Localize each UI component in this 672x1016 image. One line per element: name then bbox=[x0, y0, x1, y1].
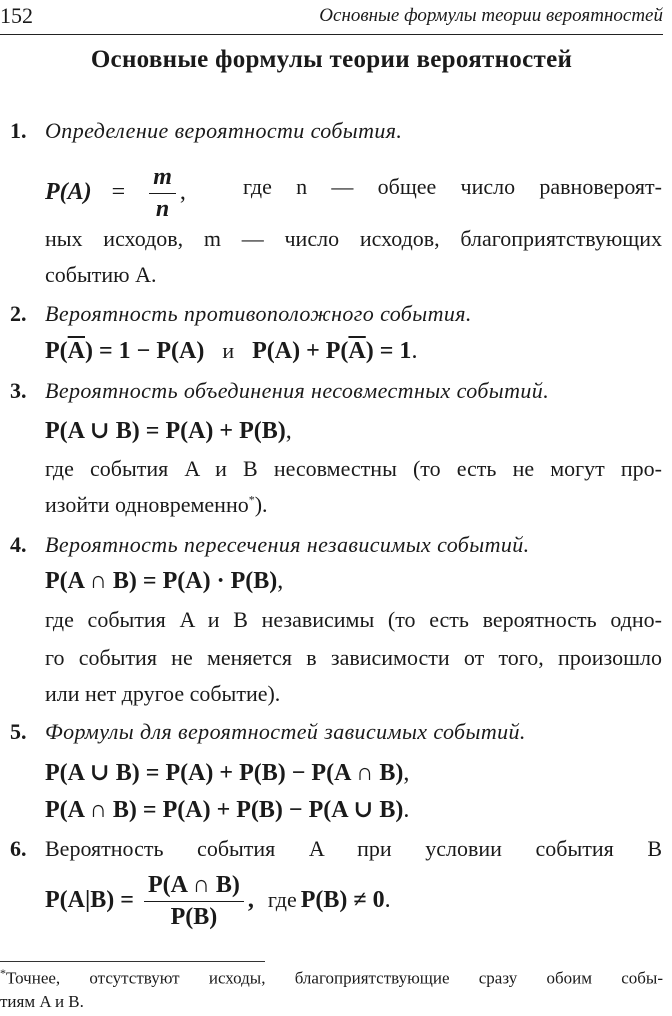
item-6-end: . bbox=[384, 887, 391, 914]
item-3-number: 3. bbox=[10, 378, 27, 403]
item-1-equals: = bbox=[111, 179, 126, 206]
running-title: Основные формулы теории вероятностей bbox=[319, 5, 663, 26]
item-2-formula bbox=[45, 338, 417, 365]
item-6-frac-den: P(B) bbox=[170, 904, 218, 930]
item-5-formula-1-main: P(A ∪ B) = P(A) + P(B) − P(A ∩ B) bbox=[45, 760, 404, 786]
header-rule bbox=[0, 34, 663, 35]
item-2-f2-pre: P(A) + P( bbox=[252, 338, 349, 364]
item-5-title: Формулы для вероятностей зависимых событий. bbox=[45, 719, 526, 744]
item-6-formula bbox=[45, 872, 391, 931]
item-2-title: Вероятность противоположного события. bbox=[45, 301, 472, 326]
item-1-desc-line2: ных исходов, m — число исходов, благоприятствующих bbox=[45, 226, 662, 251]
item-3-formula-main: P(A ∪ B) = P(A) + P(B) bbox=[45, 418, 286, 444]
item-1-frac-den: n bbox=[155, 196, 170, 222]
item-2-f2-bar: $\overline{A}$ bbox=[348, 338, 366, 364]
item-5-formula-1 bbox=[45, 757, 409, 787]
item-4-formula-end: , bbox=[277, 568, 284, 594]
item-2-conj: и bbox=[222, 338, 235, 363]
item-1-frac-num: m bbox=[149, 164, 176, 194]
item-2-end: . bbox=[411, 338, 418, 364]
item-3-title: Вероятность объединения несовместных событий. bbox=[45, 378, 550, 403]
item-6-frac-num: P(A ∩ B) bbox=[144, 872, 244, 902]
item-5-formula-2-end: . bbox=[403, 797, 410, 823]
item-6-comma: , bbox=[247, 887, 254, 914]
item-3-formula-end: , bbox=[285, 418, 292, 444]
item-4-formula-main: P(A ∩ B) = P(A) · P(B) bbox=[45, 568, 278, 594]
item-6-number: 6. bbox=[10, 836, 27, 861]
item-3-formula bbox=[45, 415, 292, 445]
item-6-formula-lhs: P(A|B) = bbox=[45, 887, 134, 914]
item-3-desc-line2-text: изойти одновременно bbox=[45, 492, 249, 517]
item-4-desc-line2: го события не меняется в зависимости от того, произошло bbox=[45, 645, 662, 670]
item-4-desc-line1: где события A и B независимы (то есть вероятность одно- bbox=[45, 607, 662, 632]
item-6-cond-pre: где bbox=[267, 887, 297, 913]
item-5-formula-2 bbox=[45, 794, 409, 824]
page-number: 152 bbox=[0, 3, 33, 28]
item-5-formula-1-end: , bbox=[403, 760, 410, 786]
item-6-cond: P(B) ≠ 0 bbox=[300, 887, 385, 914]
item-4-number: 4. bbox=[10, 532, 27, 557]
item-3-desc-line2-end: ). bbox=[254, 492, 268, 517]
item-1-title: Определение вероятности события. bbox=[45, 118, 403, 143]
item-2-f1-bar: $\overline{A}$ bbox=[67, 338, 85, 364]
item-2-number: 2. bbox=[10, 301, 27, 326]
item-3-desc-line1: где события A и B несовместны (то есть не могут про- bbox=[45, 456, 662, 481]
footnote-line2: тиям A и B. bbox=[0, 992, 84, 1011]
item-4-formula bbox=[45, 568, 283, 595]
item-6-intro: Вероятность события A при условии события B bbox=[45, 836, 662, 861]
item-1-number: 1. bbox=[10, 118, 27, 143]
footnote-rule bbox=[0, 961, 265, 962]
page-title: Основные формулы теории вероятностей bbox=[90, 46, 573, 73]
item-5-number: 5. bbox=[10, 719, 27, 744]
item-1-desc-line1: где n — общее число равновероят- bbox=[243, 174, 662, 199]
footnote-marker: * bbox=[0, 966, 6, 980]
item-2-f1-post: ) = 1 − P(A) bbox=[85, 338, 205, 364]
footnote-line1 bbox=[0, 966, 663, 989]
item-1-desc-line3: событию A. bbox=[45, 262, 157, 287]
item-1-formula bbox=[45, 164, 186, 223]
item-1-fraction bbox=[149, 164, 176, 223]
footnote-line1-text: Точнее, отсутствуют исходы, благоприятствующие сразу обоим собы- bbox=[6, 968, 663, 988]
item-4-desc-line3: или нет другое событие). bbox=[45, 681, 281, 706]
page-header bbox=[0, 0, 663, 36]
item-6-fraction bbox=[144, 872, 244, 931]
item-3-desc-line2 bbox=[45, 492, 268, 518]
item-1-comma: , bbox=[179, 179, 186, 206]
item-5-formula-2-main: P(A ∩ B) = P(A) + P(B) − P(A ∪ B) bbox=[45, 797, 404, 823]
item-2-f1-pre: P( bbox=[45, 338, 68, 364]
footnote-ref: * bbox=[248, 492, 255, 507]
item-1-formula-lhs: P(A) bbox=[45, 179, 92, 206]
item-4-title: Вероятность пересечения независимых событий. bbox=[45, 532, 530, 557]
item-2-f2-post: ) = 1 bbox=[365, 338, 412, 364]
